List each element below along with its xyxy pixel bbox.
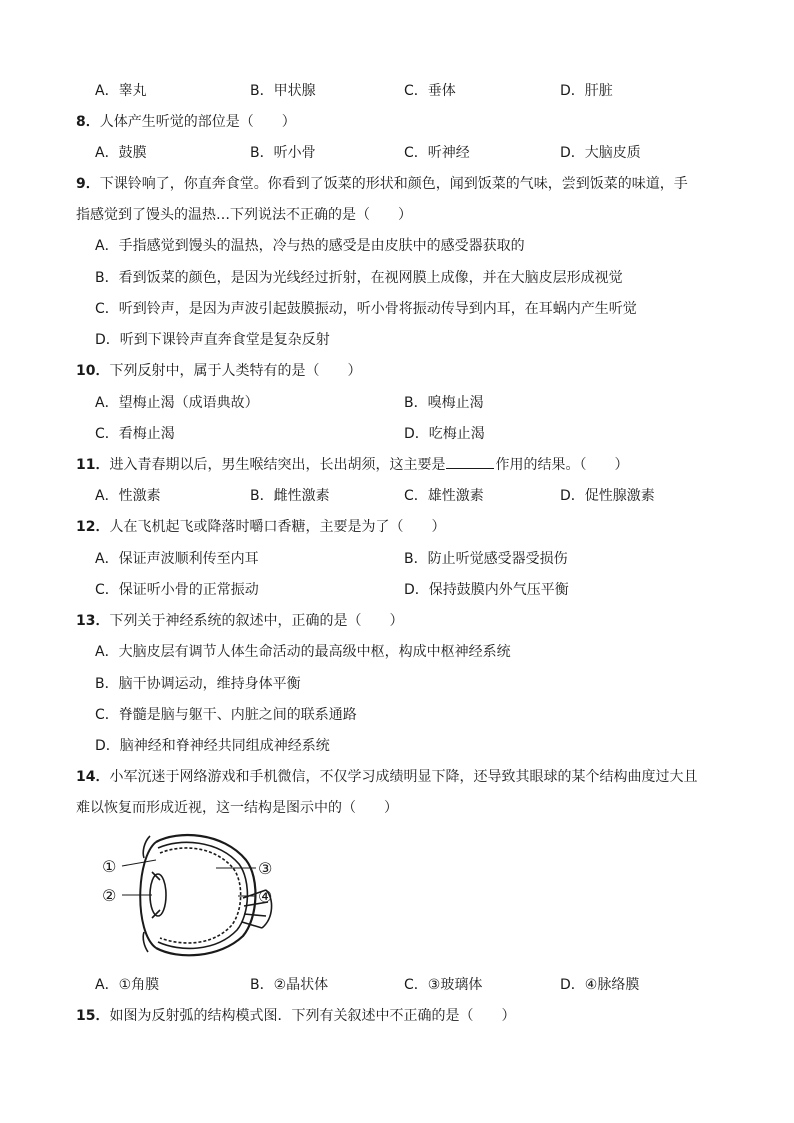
q8-option-d[interactable]: D．大脑皮质 <box>560 145 641 161</box>
q13-option-d[interactable]: D．脑神经和脊神经共同组成神经系统 <box>95 738 330 754</box>
q13-option-b[interactable]: B．脑干协调运动，维持身体平衡 <box>95 676 301 692</box>
q12-option-c[interactable]: C．保证听小骨的正常振动 <box>95 582 259 598</box>
q10-stem: 下列反射中，属于人类特有的是（ ） <box>109 363 362 379</box>
q12-options-row-1 <box>0 548 794 570</box>
q12-stem: 人在飞机起飞或降落时嚼口香糖，主要是为了（ ） <box>109 519 446 535</box>
q9-option-b[interactable]: B．看到饭菜的颜色，是因为光线经过折射，在视网膜上成像，并在大脑皮层形成视觉 <box>95 270 623 286</box>
q13-stem-row <box>0 610 794 632</box>
q9-stem-row-2 <box>0 204 794 226</box>
q8-option-c[interactable]: C．听神经 <box>404 145 470 161</box>
q9-option-d[interactable]: D．听到下课铃声直奔食堂是复杂反射 <box>95 332 330 348</box>
q15-stem: 如图为反射弧的结构模式图．下列有关叙述中不正确的是（ ） <box>109 1008 516 1024</box>
q11-option-a[interactable]: A．性激素 <box>95 488 161 504</box>
q13-stem: 下列关于神经系统的叙述中，正确的是（ ） <box>109 613 404 629</box>
q13-option-c[interactable]: C．脊髓是脑与躯干、内脏之间的联系通路 <box>95 707 357 723</box>
q7-option-b[interactable]: B．甲状腺 <box>250 83 316 99</box>
q8-stem-row <box>0 111 794 133</box>
q8-options <box>0 142 794 164</box>
q8-option-b[interactable]: B．听小骨 <box>250 145 316 161</box>
q9-option-c-row <box>0 298 794 320</box>
q7-option-a[interactable]: A．睾丸 <box>95 83 147 99</box>
q9-option-b-row <box>0 267 794 289</box>
q7-option-c[interactable]: C．垂体 <box>404 83 456 99</box>
q11-answer-blank[interactable] <box>446 454 494 469</box>
q13-option-a-row <box>0 641 794 663</box>
q10-stem-row <box>0 360 794 382</box>
figure-label-1: ① <box>102 857 117 876</box>
q11-stem-after: 作用的结果。（ ） <box>495 457 629 473</box>
retina-layer <box>160 848 241 943</box>
q9-option-a-row <box>0 235 794 257</box>
q15-number: 15． <box>76 1008 110 1024</box>
q9-stem-line1: 下课铃响了，你直奔食堂。你看到了饭菜的形状和颜色，闻到饭菜的气味，尝到饭菜的味道，手 <box>99 176 688 192</box>
q10-options-row-2 <box>0 423 794 445</box>
q13-option-d-row <box>0 735 794 757</box>
q12-number: 12． <box>76 519 110 535</box>
q13-option-a[interactable]: A．大脑皮层有调节人体生命活动的最高级中枢，构成中枢神经系统 <box>95 644 511 660</box>
q14-option-c[interactable]: C．③玻璃体 <box>404 977 483 993</box>
q14-stem-row-2 <box>0 797 794 819</box>
q8-option-a[interactable]: A．鼓膜 <box>95 145 147 161</box>
q14-stem-row-1 <box>0 766 794 788</box>
q12-option-d[interactable]: D．保持鼓膜内外气压平衡 <box>404 582 569 598</box>
eyeball-diagram <box>98 828 288 963</box>
figure-label-4: ④ <box>258 887 273 906</box>
q14-options <box>0 974 794 996</box>
q11-stem-before: 进入青春期以后，男生喉结突出，长出胡须，这主要是 <box>109 457 446 473</box>
q12-option-b[interactable]: B．防止听觉感受器受损伤 <box>404 551 568 567</box>
figure-label-2: ② <box>102 886 117 905</box>
q12-option-a[interactable]: A．保证声波顺利传至内耳 <box>95 551 259 567</box>
q8-stem: 人体产生听觉的部位是（ ） <box>99 114 296 130</box>
q8-number: 8． <box>76 114 100 130</box>
q14-option-a[interactable]: A．①角膜 <box>95 977 160 993</box>
q9-stem-row-1 <box>0 173 794 195</box>
figure-label-3: ③ <box>258 859 273 878</box>
q9-number: 9． <box>76 176 100 192</box>
q11-number: 11． <box>76 457 110 473</box>
q7-options <box>0 80 794 102</box>
q10-option-c[interactable]: C．看梅止渴 <box>95 426 175 442</box>
q14-option-b[interactable]: B．②晶状体 <box>250 977 329 993</box>
choroid-layer <box>158 842 247 948</box>
q13-option-b-row <box>0 673 794 695</box>
q11-option-d[interactable]: D．促性腺激素 <box>560 488 655 504</box>
lens <box>150 874 166 916</box>
q11-option-c[interactable]: C．雄性激素 <box>404 488 484 504</box>
q12-stem-row <box>0 516 794 538</box>
q15-stem-row <box>0 1005 794 1027</box>
q14-stem-line2: 难以恢复而形成近视，这一结构是图示中的（ ） <box>76 800 398 816</box>
q9-option-d-row <box>0 329 794 351</box>
q9-option-c[interactable]: C．听到铃声，是因为声波引起鼓膜振动，听小骨将振动传导到内耳，在耳蜗内产生听觉 <box>95 301 637 317</box>
q10-option-a[interactable]: A．望梅止渴（成语典故） <box>95 395 259 411</box>
q14-stem-line1: 小军沉迷于网络游戏和手机微信，不仅学习成绩明显下降，还导致其眼球的某个结构曲度过大且 <box>109 769 698 785</box>
q7-option-d[interactable]: D．肝脏 <box>560 83 613 99</box>
q10-number: 10． <box>76 363 110 379</box>
leader-line-1 <box>122 860 156 866</box>
q14-number: 14． <box>76 769 110 785</box>
q10-option-d[interactable]: D．吃梅止渴 <box>404 426 485 442</box>
q12-options-row-2 <box>0 579 794 601</box>
q14-option-d[interactable]: D．④脉络膜 <box>560 977 640 993</box>
q11-stem-row <box>0 454 794 476</box>
q10-option-b[interactable]: B．嗅梅止渴 <box>404 395 484 411</box>
q11-options <box>0 485 794 507</box>
q13-number: 13． <box>76 613 110 629</box>
q10-options-row-1 <box>0 392 794 414</box>
q11-option-b[interactable]: B．雌性激素 <box>250 488 330 504</box>
q9-stem-line2: 指感觉到了馒头的温热…下列说法不正确的是（ ） <box>76 207 412 223</box>
q9-option-a[interactable]: A．手指感觉到馒头的温热，冷与热的感受是由皮肤中的感受器获取的 <box>95 238 525 254</box>
q13-option-c-row <box>0 704 794 726</box>
